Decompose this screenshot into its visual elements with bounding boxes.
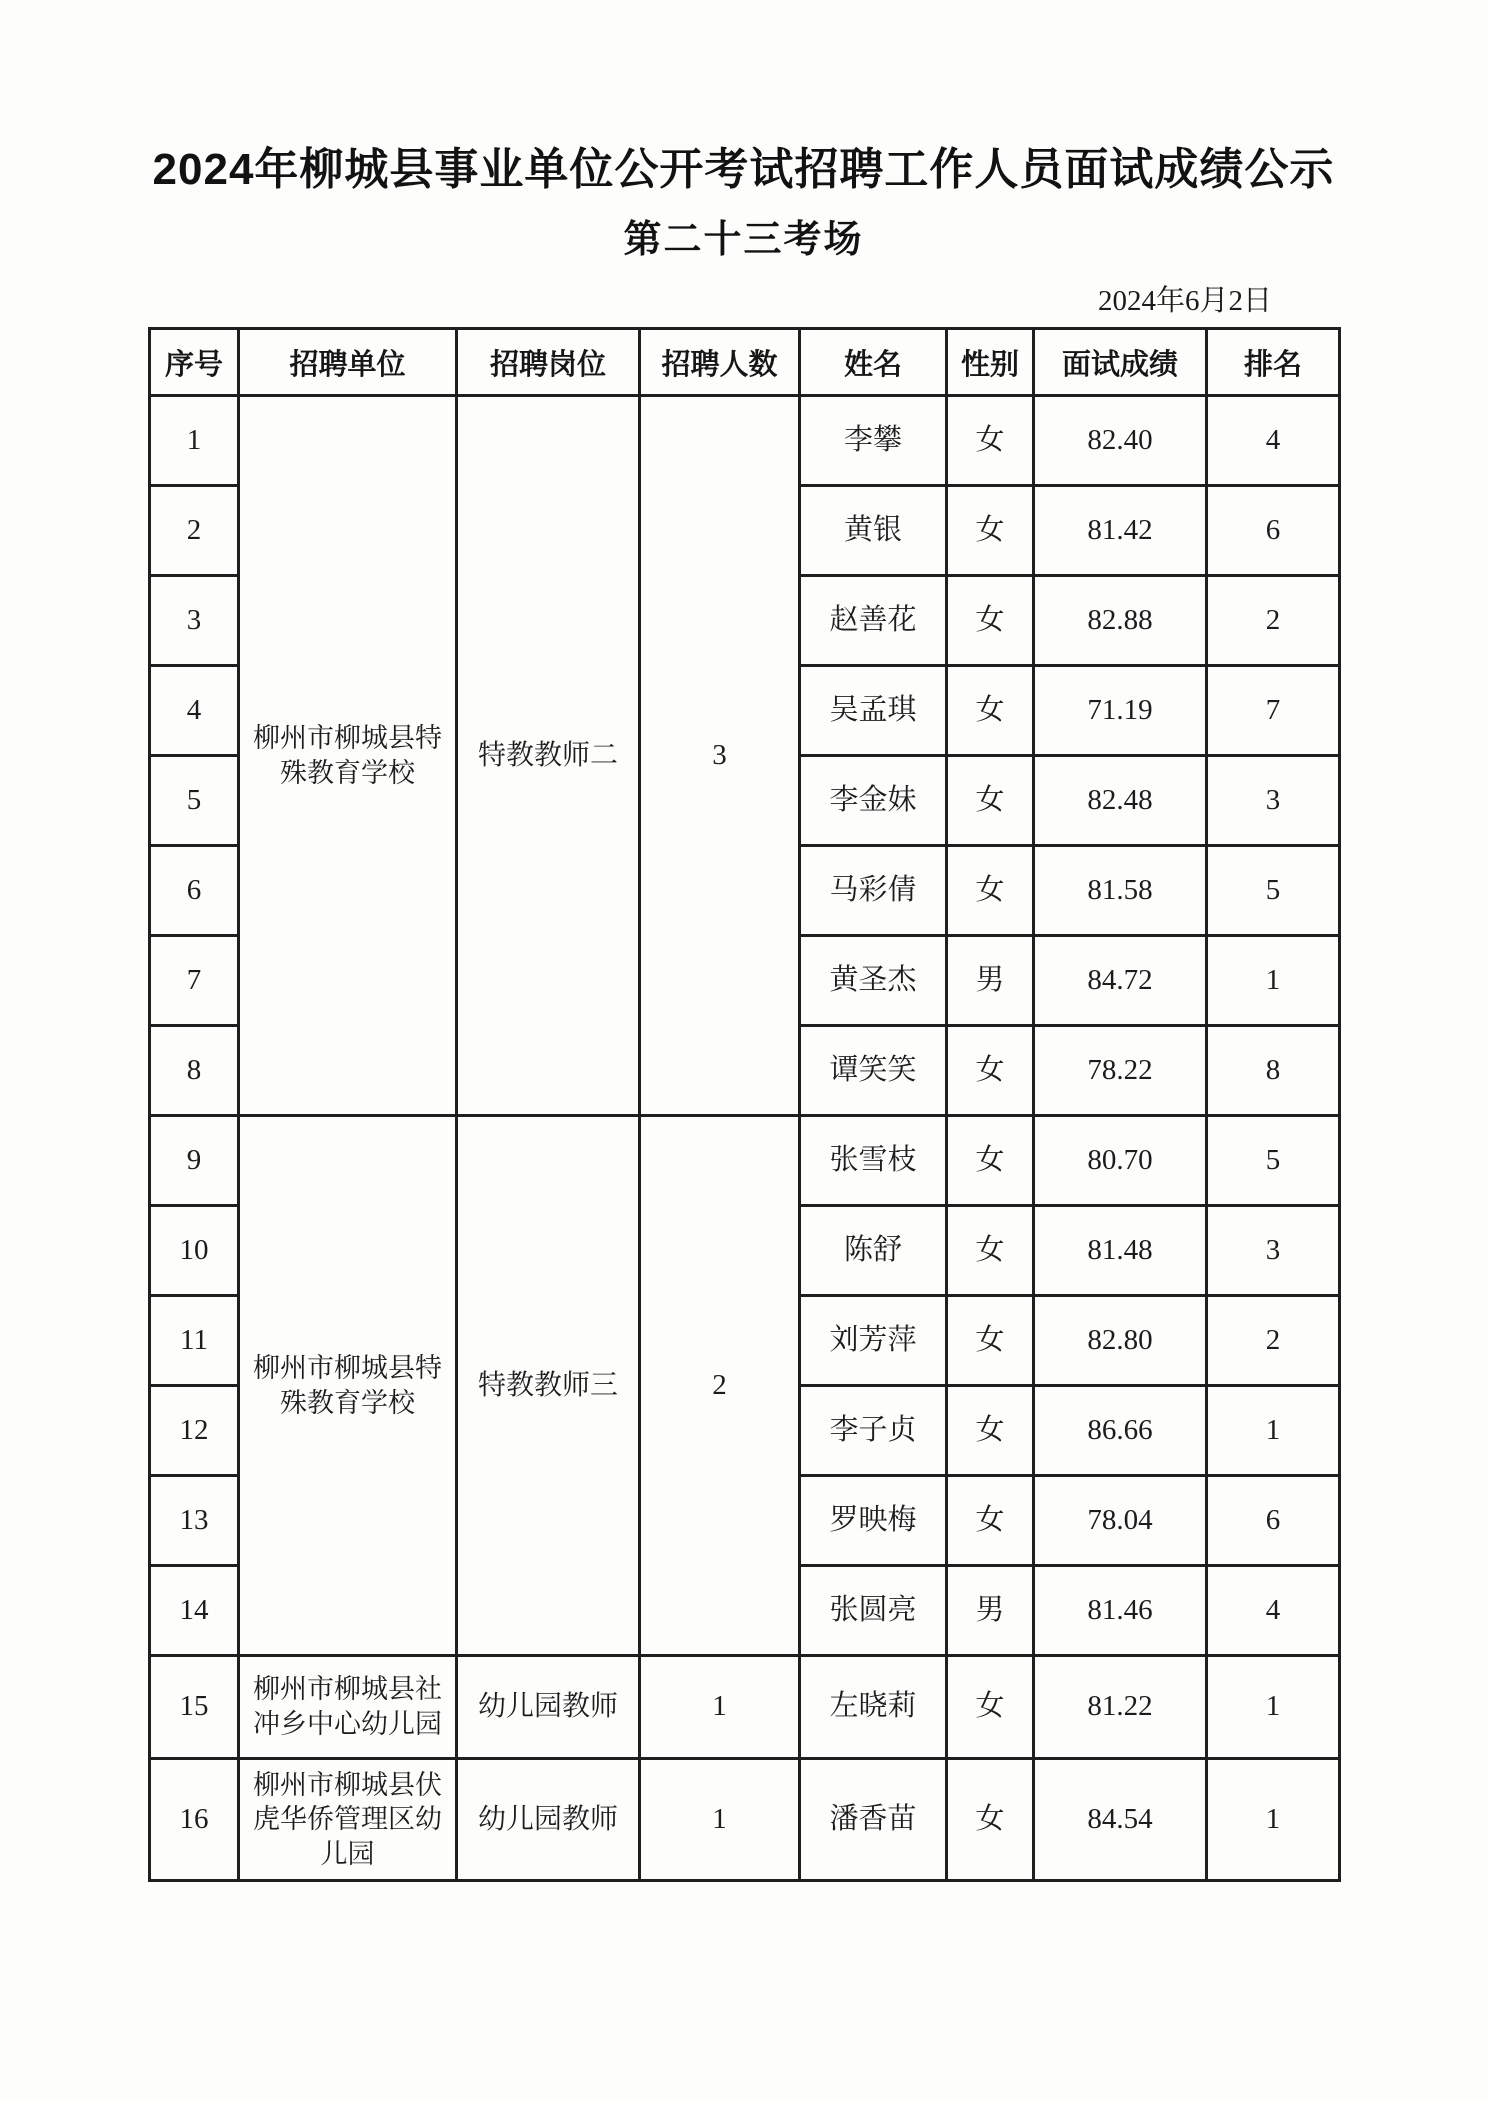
cell-gender: 女 bbox=[947, 1476, 1034, 1566]
table-body bbox=[150, 396, 1340, 1881]
table-row bbox=[150, 396, 1340, 486]
cell-rank: 5 bbox=[1207, 846, 1340, 936]
cell-recruiting-unit: 柳州市柳城县特殊教育学校 bbox=[239, 1116, 457, 1656]
cell-position: 特教教师二 bbox=[457, 396, 640, 1116]
cell-candidate-name: 张雪枝 bbox=[800, 1116, 947, 1206]
cell-interview-score: 81.58 bbox=[1034, 846, 1207, 936]
cell-interview-score: 81.42 bbox=[1034, 486, 1207, 576]
cell-rank: 4 bbox=[1207, 1566, 1340, 1656]
cell-rank: 3 bbox=[1207, 1206, 1340, 1296]
cell-candidate-name: 李金妹 bbox=[800, 756, 947, 846]
cell-position: 幼儿园教师 bbox=[457, 1759, 640, 1881]
cell-gender: 女 bbox=[947, 1656, 1034, 1759]
cell-serial-no: 4 bbox=[150, 666, 239, 756]
cell-interview-score: 81.22 bbox=[1034, 1656, 1207, 1759]
cell-interview-score: 82.80 bbox=[1034, 1296, 1207, 1386]
cell-recruiting-unit: 柳州市柳城县特殊教育学校 bbox=[239, 396, 457, 1116]
cell-interview-score: 78.22 bbox=[1034, 1026, 1207, 1116]
cell-interview-score: 86.66 bbox=[1034, 1386, 1207, 1476]
cell-candidate-name: 罗映梅 bbox=[800, 1476, 947, 1566]
cell-position: 特教教师三 bbox=[457, 1116, 640, 1656]
cell-candidate-name: 陈舒 bbox=[800, 1206, 947, 1296]
cell-candidate-name: 黄银 bbox=[800, 486, 947, 576]
cell-serial-no: 12 bbox=[150, 1386, 239, 1476]
header-position: 招聘岗位 bbox=[457, 329, 640, 396]
cell-interview-score: 71.19 bbox=[1034, 666, 1207, 756]
cell-interview-score: 82.88 bbox=[1034, 576, 1207, 666]
header-score: 面试成绩 bbox=[1034, 329, 1207, 396]
cell-gender: 女 bbox=[947, 846, 1034, 936]
cell-rank: 2 bbox=[1207, 576, 1340, 666]
header-unit: 招聘单位 bbox=[239, 329, 457, 396]
cell-candidate-name: 吴孟琪 bbox=[800, 666, 947, 756]
cell-recruit-count: 3 bbox=[640, 396, 800, 1116]
header-recruit-count: 招聘人数 bbox=[640, 329, 800, 396]
cell-candidate-name: 黄圣杰 bbox=[800, 936, 947, 1026]
header-gender: 性别 bbox=[947, 329, 1034, 396]
cell-position: 幼儿园教师 bbox=[457, 1656, 640, 1759]
cell-gender: 女 bbox=[947, 396, 1034, 486]
cell-gender: 男 bbox=[947, 1566, 1034, 1656]
header-name: 姓名 bbox=[800, 329, 947, 396]
cell-serial-no: 3 bbox=[150, 576, 239, 666]
cell-rank: 4 bbox=[1207, 396, 1340, 486]
cell-rank: 6 bbox=[1207, 1476, 1340, 1566]
cell-recruit-count: 1 bbox=[640, 1759, 800, 1881]
header-serial-no: 序号 bbox=[150, 329, 239, 396]
cell-candidate-name: 赵善花 bbox=[800, 576, 947, 666]
page-title: 2024年柳城县事业单位公开考试招聘工作人员面试成绩公示 bbox=[152, 145, 1335, 194]
cell-gender: 女 bbox=[947, 576, 1034, 666]
document-date: 2024年6月2日 bbox=[1097, 285, 1272, 317]
cell-rank: 3 bbox=[1207, 756, 1340, 846]
cell-gender: 女 bbox=[947, 1759, 1034, 1881]
cell-serial-no: 13 bbox=[150, 1476, 239, 1566]
cell-rank: 7 bbox=[1207, 666, 1340, 756]
table-row bbox=[150, 1759, 1340, 1881]
header-rank: 排名 bbox=[1207, 329, 1340, 396]
cell-interview-score: 81.48 bbox=[1034, 1206, 1207, 1296]
interview-score-table bbox=[148, 327, 1341, 1882]
cell-serial-no: 2 bbox=[150, 486, 239, 576]
cell-rank: 5 bbox=[1207, 1116, 1340, 1206]
cell-candidate-name: 潘香苗 bbox=[800, 1759, 947, 1881]
cell-interview-score: 82.48 bbox=[1034, 756, 1207, 846]
cell-serial-no: 11 bbox=[150, 1296, 239, 1386]
cell-recruiting-unit: 柳州市柳城县伏虎华侨管理区幼儿园 bbox=[239, 1759, 457, 1881]
cell-serial-no: 14 bbox=[150, 1566, 239, 1656]
cell-candidate-name: 刘芳萍 bbox=[800, 1296, 947, 1386]
cell-interview-score: 82.40 bbox=[1034, 396, 1207, 486]
cell-gender: 女 bbox=[947, 1296, 1034, 1386]
exam-room-subtitle: 第二十三考场 bbox=[623, 219, 864, 261]
cell-rank: 1 bbox=[1207, 1759, 1340, 1881]
cell-rank: 1 bbox=[1207, 936, 1340, 1026]
cell-gender: 女 bbox=[947, 666, 1034, 756]
cell-candidate-name: 李子贞 bbox=[800, 1386, 947, 1476]
cell-serial-no: 7 bbox=[150, 936, 239, 1026]
cell-interview-score: 80.70 bbox=[1034, 1116, 1207, 1206]
cell-serial-no: 8 bbox=[150, 1026, 239, 1116]
cell-interview-score: 78.04 bbox=[1034, 1476, 1207, 1566]
cell-serial-no: 9 bbox=[150, 1116, 239, 1206]
cell-gender: 女 bbox=[947, 486, 1034, 576]
cell-rank: 1 bbox=[1207, 1386, 1340, 1476]
cell-candidate-name: 张圆亮 bbox=[800, 1566, 947, 1656]
cell-candidate-name: 马彩倩 bbox=[800, 846, 947, 936]
table-row bbox=[150, 1656, 1340, 1759]
cell-recruiting-unit: 柳州市柳城县社冲乡中心幼儿园 bbox=[239, 1656, 457, 1759]
cell-serial-no: 15 bbox=[150, 1656, 239, 1759]
cell-serial-no: 16 bbox=[150, 1759, 239, 1881]
cell-gender: 女 bbox=[947, 1206, 1034, 1296]
cell-recruit-count: 1 bbox=[640, 1656, 800, 1759]
cell-rank: 1 bbox=[1207, 1656, 1340, 1759]
cell-recruit-count: 2 bbox=[640, 1116, 800, 1656]
cell-candidate-name: 李攀 bbox=[800, 396, 947, 486]
cell-rank: 6 bbox=[1207, 486, 1340, 576]
cell-interview-score: 81.46 bbox=[1034, 1566, 1207, 1656]
cell-serial-no: 10 bbox=[150, 1206, 239, 1296]
cell-gender: 女 bbox=[947, 1116, 1034, 1206]
table-header-row bbox=[150, 329, 1340, 396]
table-row bbox=[150, 1116, 1340, 1206]
cell-rank: 2 bbox=[1207, 1296, 1340, 1386]
cell-candidate-name: 左晓莉 bbox=[800, 1656, 947, 1759]
cell-gender: 男 bbox=[947, 936, 1034, 1026]
cell-gender: 女 bbox=[947, 1026, 1034, 1116]
cell-interview-score: 84.54 bbox=[1034, 1759, 1207, 1881]
cell-serial-no: 6 bbox=[150, 846, 239, 936]
cell-gender: 女 bbox=[947, 1386, 1034, 1476]
cell-candidate-name: 谭笑笑 bbox=[800, 1026, 947, 1116]
cell-rank: 8 bbox=[1207, 1026, 1340, 1116]
cell-serial-no: 1 bbox=[150, 396, 239, 486]
cell-gender: 女 bbox=[947, 756, 1034, 846]
cell-interview-score: 84.72 bbox=[1034, 936, 1207, 1026]
cell-serial-no: 5 bbox=[150, 756, 239, 846]
